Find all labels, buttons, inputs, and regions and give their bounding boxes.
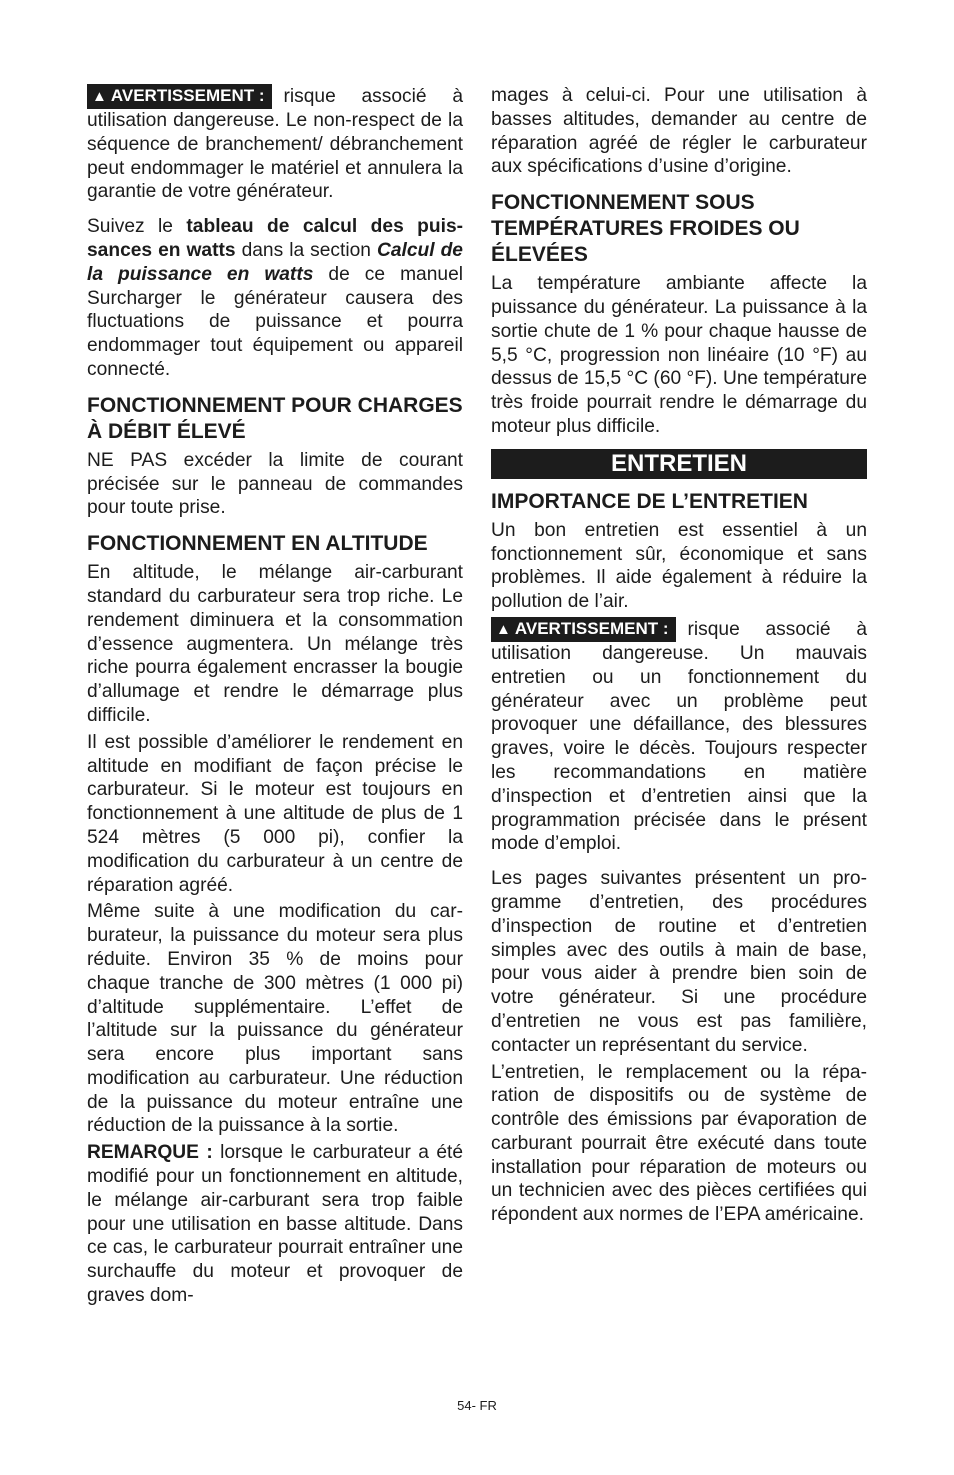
importance-paragraph: Un bon entretien est essentiel à un fonctionnement sûr, économique et sans problèmes. Il aide également à réduire la pollution de l’air. — [491, 519, 867, 613]
heading-temperatures: FONCTIONNEMENT SOUS TEMPÉRATURES FROIDES OU ÉLEVÉES — [491, 191, 800, 267]
page-number: 54- FR — [457, 1398, 497, 1413]
heading-high-draw-loads: FONCTIONNEMENT POUR CHARGES À DÉBIT ÉLEVÉ — [87, 393, 463, 443]
high-draw-paragraph: NE PAS excéder la limite de courant précisée sur le panneau de commandes pour toute prise. — [87, 449, 463, 519]
altitude-paragraph-1: En altitude, le mélange air-carburant standard du carburateur sera trop riche. Le rendement diminuera et la consommation d’essence augmentera. Un mélange très riche pourra également encrasser la bougie d’allumage et rendre le démarrage plus difficile. — [87, 562, 463, 726]
remarque-paragraph: REMARQUE : lorsque le carburateur a été modifié pour un fonctionnement en altitude, le mélange air-carburant sera trop faible pour une utilisation en basse altitude. Dans ce cas, le carburateur pourrait entraîner une surchauffe du moteur et provoquer de graves dom- — [87, 1142, 464, 1307]
heading-importance-maintenance: IMPORTANCE DE L’ENTRETIEN — [491, 489, 808, 513]
warning-triangle-icon: ▲ — [92, 88, 107, 105]
emissions-paragraph: L’entretien, le remplacement ou la réparation de dispositifs ou de système de contrôle des émissions par évaporation de carburant pourrait être exécuté dans toute installation pour réparation de moteurs ou un technicien avec des pièces certifiées qui répondent aux normes de l’EPA américaine. — [491, 1061, 867, 1226]
right-column — [491, 84, 867, 1227]
altitude-continued-paragraph: mages à celui-ci. Pour une utilisation à basses altitudes, demander au centre de réparation agréé de régler le carburateur aux spécifications d’usine d’origine. — [491, 85, 867, 178]
altitude-paragraph-2: Il est possible d’améliorer le rendement en altitude en modifiant de façon précise le carburateur. Si le moteur est toujours en fonctionnement à une altitude de plus de 1 524 mètres (5 000 pi), confier la modification du carburateur à un centre de réparation agréé. — [87, 731, 463, 896]
altitude-paragraph-3: Même suite à une modification du carburateur, la puissance du moteur sera plus réduite. Environ 35 % de moins pour chaque tranche de 300 mètres (1 000 pi) d’altitude supplémentaire. L’effet de l’altitude sur la puissance du générateur sera encore plus important sans modification au carburateur. Une réduction de la puissance du moteur entraîne une réduction de la puissance à la sortie. — [87, 901, 463, 1137]
temperature-paragraph: La température ambiante affecte la puissance du générateur. La puissance à la sortie chute de 1 % pour chaque hausse de 5,5 °C, progression non linéaire (10 °F) au dessus de 15,5 °C (60 °F). Une température très froide pourrait rendre le démarrage du moteur plus difficile. — [491, 273, 867, 437]
left-column — [87, 84, 463, 1308]
warning-paragraph-maintenance: ▲ AVERTISSEMENT : risque associé à utilisation dangereuse. Un mauvais entretien ou un fonctionnement du générateur avec un problème peut provoquer une défaillance, des blessures graves, voire le décès. Toujours respecter les recommandations en matière d’inspection et d’entretien ainsi que la programmation précisée dans le présent mode d’emploi. — [491, 618, 867, 855]
warning-triangle-icon: ▲ — [496, 620, 511, 638]
section-title-entretien: ENTRETIEN — [491, 449, 867, 479]
wattage-table-paragraph: Suivez le tableau de calcul des puissances en watts dans la section Calcul de la puissance en watts de ce manuel Surcharger le générateur causera des fluctuations de puissance et pourra endommager tout équipement ou appareil connecté. — [87, 216, 464, 380]
heading-altitude: FONCTIONNEMENT EN ALTITUDE — [87, 532, 428, 556]
maintenance-schedule-paragraph: Les pages suivantes présentent un programme d’entretien, des procédures d’inspection de routine et d’entretien simples avec des outils à main de base, pour vous aider à prendre bien soin de votre générateur. Si une procédure d’entretien ne vous est pas familière, contacter un représentant du service. — [491, 868, 867, 1056]
warning-paragraph-connection: ▲ AVERTISSEMENT : risque associé à utilisation dangereuse. Le non-respect de la séquence de branchement/ débranchement peut endommager le matériel et annulera la garantie de votre générateur. — [87, 86, 463, 203]
warning-badge: ▲ AVERTISSEMENT : — [87, 84, 272, 109]
warning-badge: ▲ AVERTISSEMENT : — [491, 617, 676, 642]
